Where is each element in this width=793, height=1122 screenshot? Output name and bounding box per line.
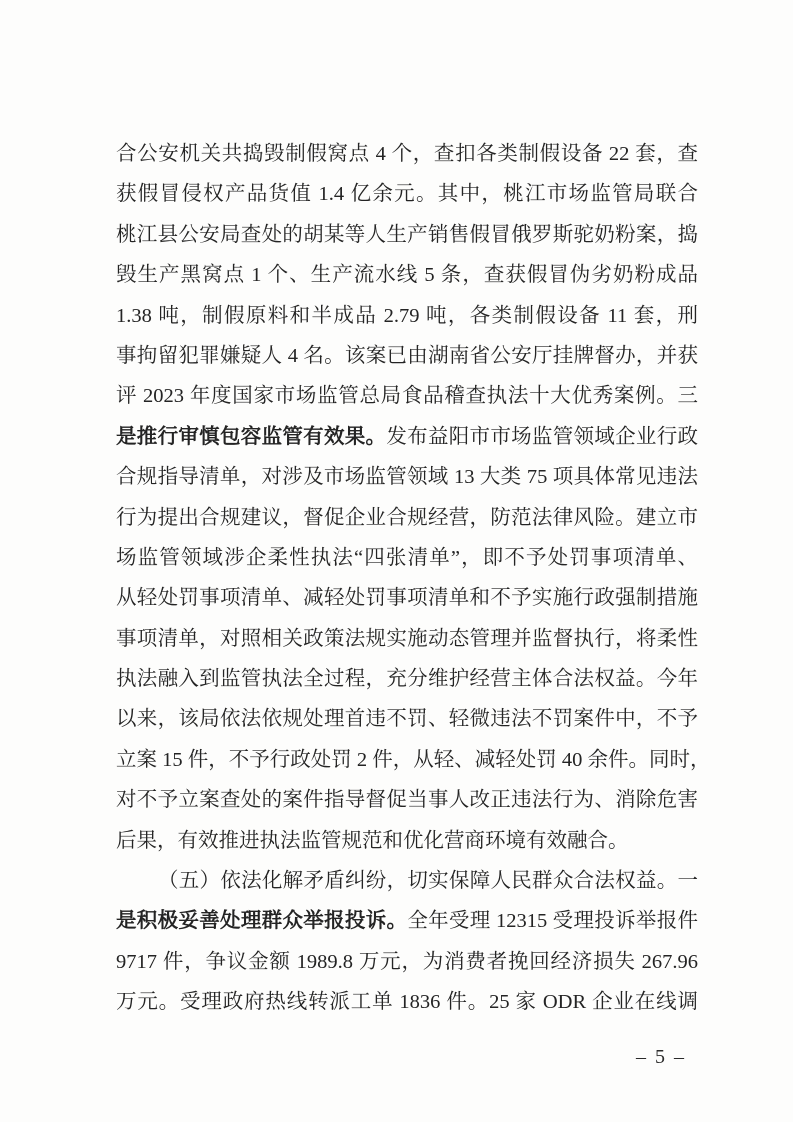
text-line: 立案 15 件，不予行政处罚 2 件，从轻、减轻处罚 40 余件。同时， [116, 748, 711, 771]
text-line: 对不予立案查处的案件指导督促当事人改正违法行为、消除危害 [116, 789, 698, 812]
text-line: 桃江县公安局查处的胡某等人生产销售假冒俄罗斯驼奶粉案，捣 [116, 223, 698, 246]
bold-lead-text: 是积极妥善处理群众举报投诉。 [116, 910, 408, 933]
text-line: 事拘留犯罪嫌疑人 4 名。该案已由湖南省公安厅挂牌督办，并获 [116, 344, 698, 367]
bold-lead-text: 是推行审慎包容监管有效果。 [116, 425, 387, 448]
text-line: 9717 件，争议金额 1989.8 万元，为消费者挽回经济损失 267.96 [116, 950, 698, 973]
text-line: 合公安机关共捣毁制假窝点 4 个，查扣各类制假设备 22 套，查 [116, 143, 698, 165]
text-line: 执法融入到监管执法全过程，充分维护经营主体合法权益。今年 [116, 668, 698, 691]
text-line: 后果，有效推进执法监管规范和优化营商环境有效融合。 [116, 829, 629, 852]
body-text [116, 134, 711, 1023]
page-number: – 5 – [636, 1046, 686, 1068]
text-line: 评 2023 年度国家市场监管总局食品稽查执法十大优秀案例。三 [116, 385, 698, 408]
text-line [116, 417, 698, 457]
section-heading-line: （五）依法化解矛盾纠纷，切实保障人民群众合法权益。一 [158, 870, 698, 893]
text-line: 合规指导清单，对涉及市场监管领域 13 大类 75 项具体常见违法 [116, 466, 698, 489]
text-line: 从轻处罚事项清单、减轻处罚事项清单和不予实施行政强制措施 [116, 587, 698, 610]
text-line: 以来，该局依法依规处理首违不罚、轻微违法不罚案件中，不予 [116, 708, 698, 731]
text-line: 1.38 吨，制假原料和半成品 2.79 吨，各类制假设备 11 套，刑 [116, 304, 698, 327]
text-line: 事项清单，对照相关政策法规实施动态管理并监督执行，将柔性 [116, 627, 698, 650]
text-line: 万元。受理政府热线转派工单 1836 件。25 家 ODR 企业在线调 [116, 991, 698, 1014]
line-text: 发布益阳市市场监管领域企业行政 [386, 425, 699, 448]
text-line: 毁生产黑窝点 1 个、生产流水线 5 条，查获假冒伪劣奶粉成品 [116, 264, 698, 287]
line-text: 全年受理 12315 受理投诉举报件 [407, 910, 699, 933]
paragraph-1 [116, 134, 711, 861]
text-line [116, 901, 698, 941]
text-line: 获假冒侵权产品货值 1.4 亿余元。其中，桃江市场监管局联合 [116, 183, 698, 206]
paragraph-2 [116, 861, 698, 1023]
text-line: 场监管领域涉企柔性执法“四张清单”，即不予处罚事项清单、 [116, 546, 698, 569]
text-line: 行为提出合规建议，督促企业合规经营，防范法律风险。建立市 [116, 506, 698, 529]
